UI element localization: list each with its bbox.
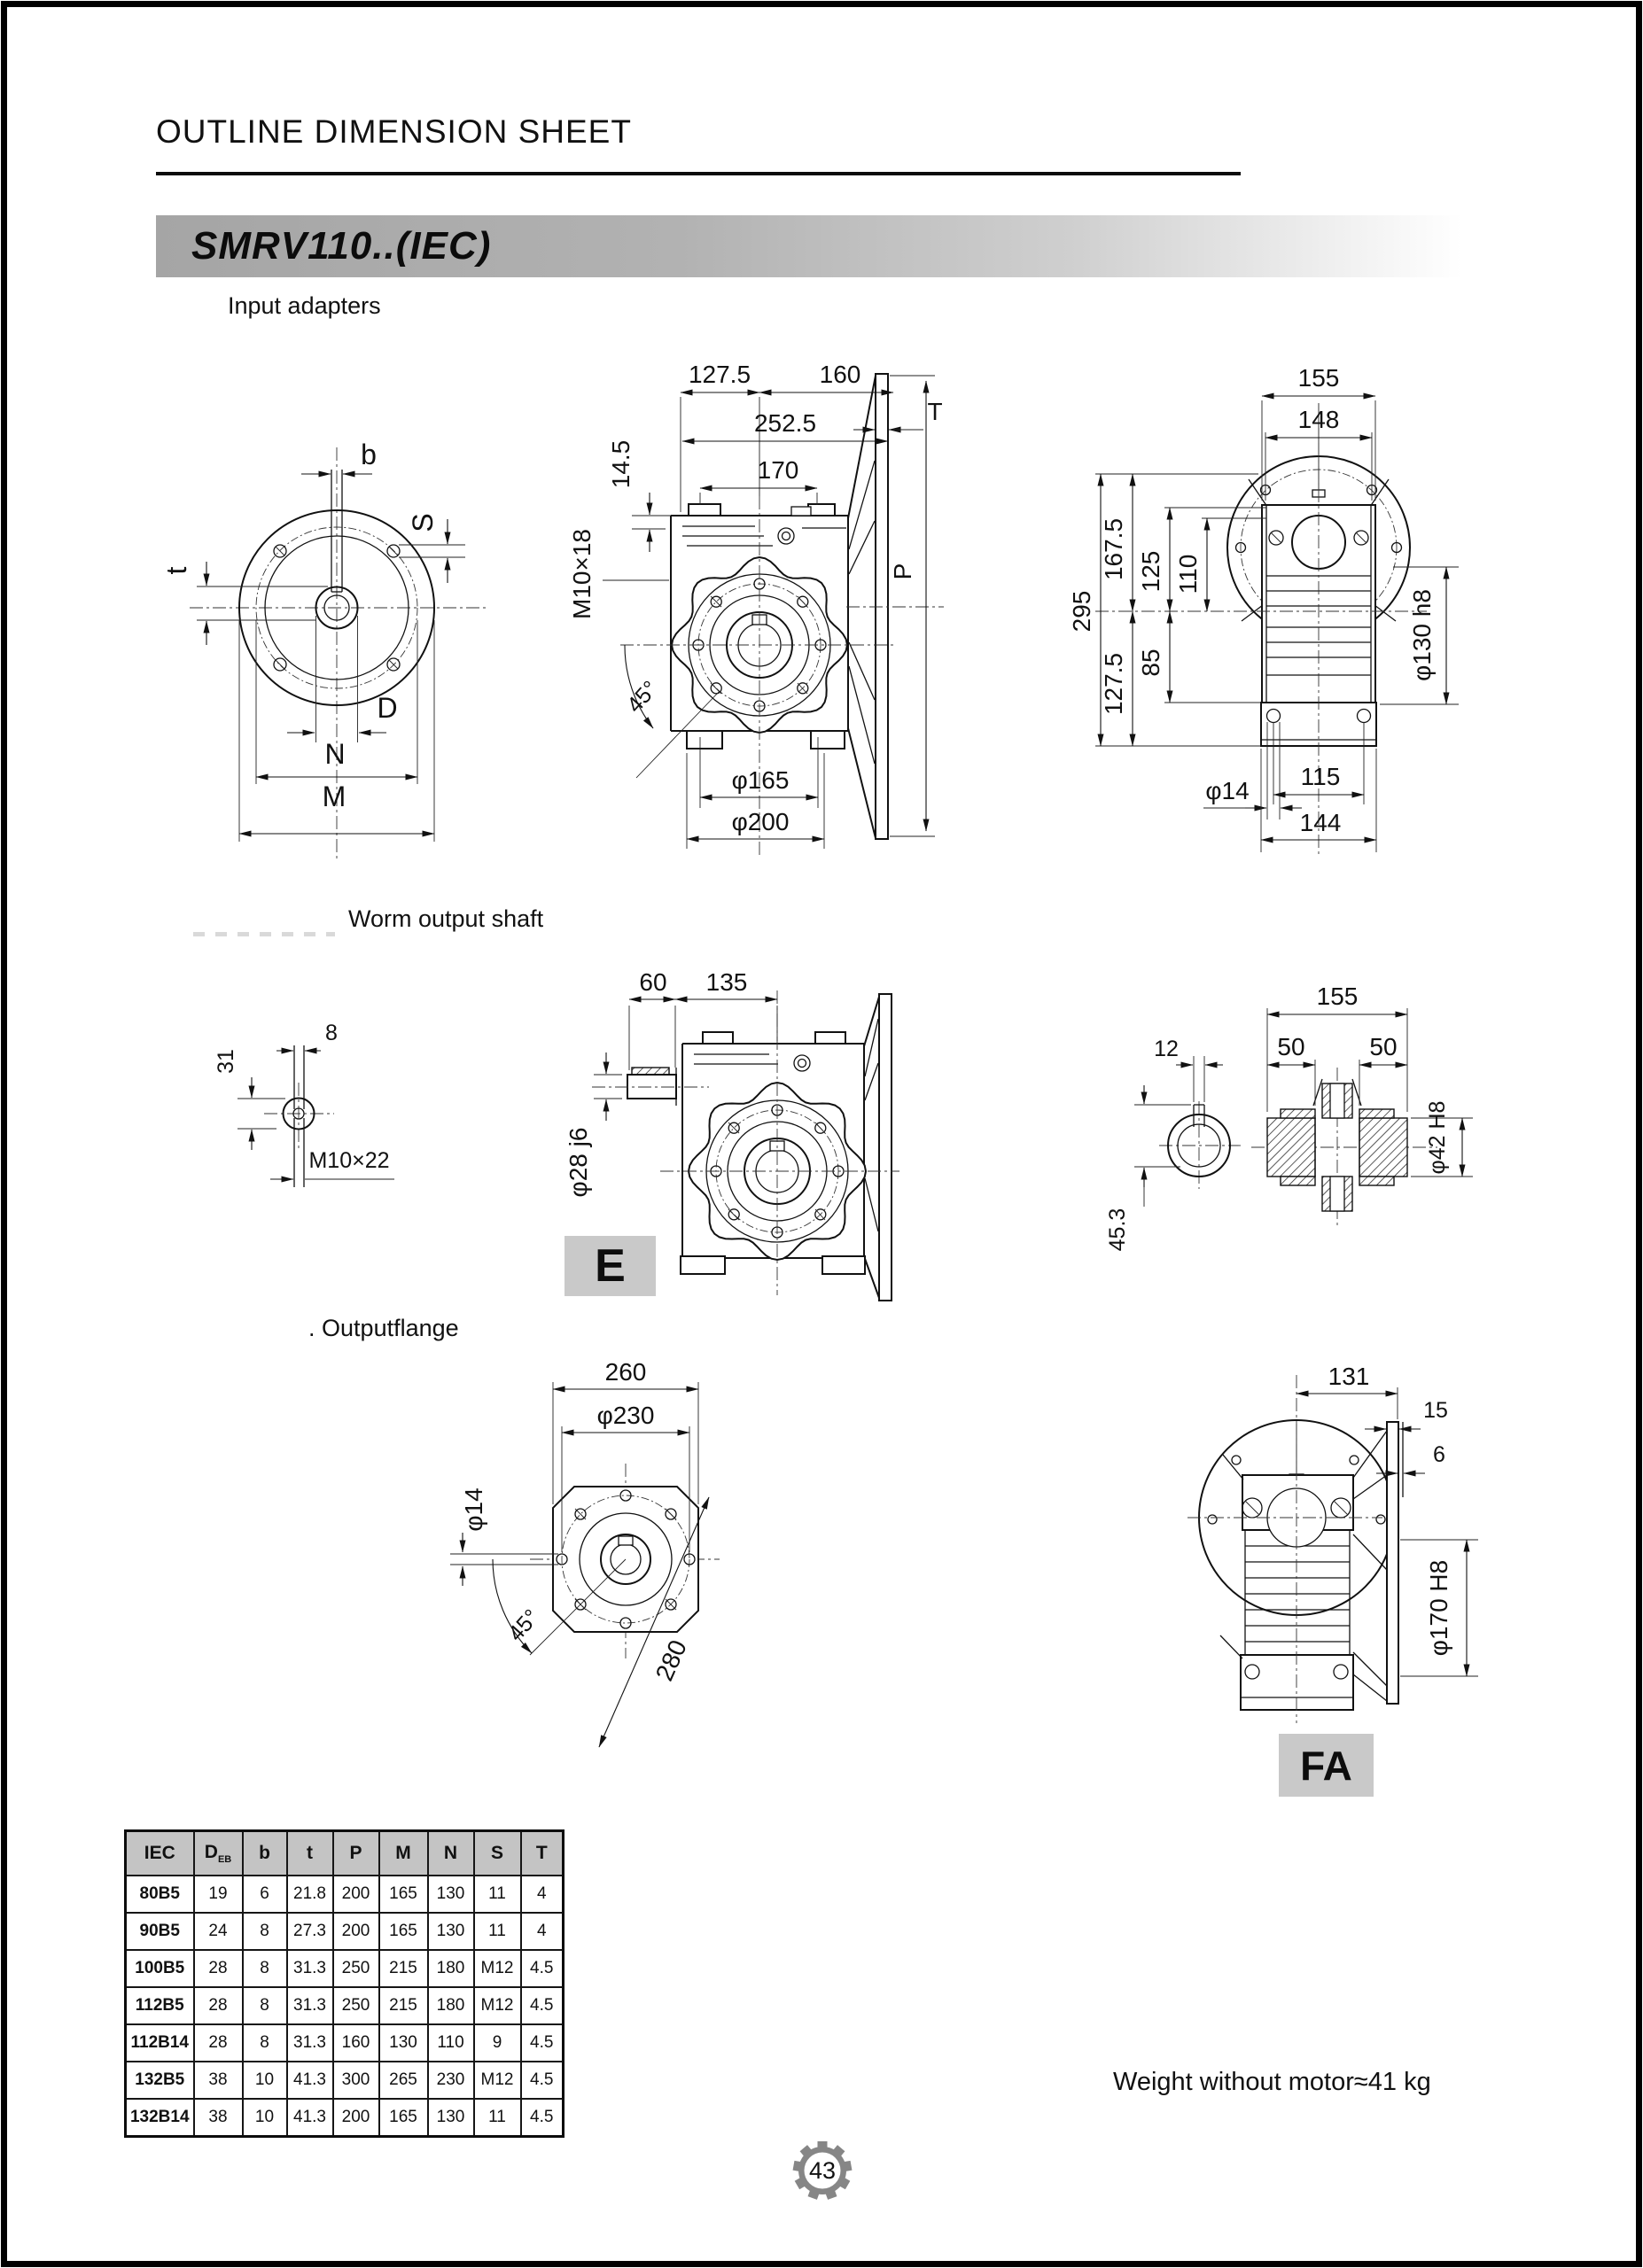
table-cell: 4.5 [521,2062,564,2099]
table-cell: 230 [428,2062,474,2099]
table-cell: 200 [333,1876,379,1913]
col-header-n: N [428,1831,474,1876]
table-cell: 130 [428,1913,474,1950]
input-adapter-front-view [160,416,549,868]
table-cell: M12 [474,1987,521,2024]
table-cell: 112B5 [126,1987,194,2024]
dim-label: 45.3 [1105,1208,1130,1252]
col-header-s: S [474,1831,521,1876]
table-cell: 31.3 [287,2024,333,2062]
dim-label: M10×22 [308,1148,390,1173]
table-cell: 112B14 [126,2024,194,2062]
table-cell: 132B5 [126,2062,194,2099]
dim-label: φ28 j6 [565,1127,592,1198]
table-cell: 180 [428,1987,474,2024]
dim-label: 110 [1174,554,1202,594]
table-cell: 100B5 [126,1950,194,1987]
output-flange-front-view [434,1358,798,1781]
dim-label: 125 [1137,550,1164,593]
dim-labels [160,439,439,812]
dim-label: 131 [1328,1363,1370,1390]
dim-label: 144 [1299,809,1342,836]
table-cell: 11 [474,1913,521,1950]
table-row [126,1876,564,1913]
dim-label: 12 [1154,1037,1179,1061]
model-banner [156,215,1462,277]
dim-label: P [889,563,916,580]
dim-label: D [377,692,398,724]
dim-label: 45° [503,1604,545,1647]
dim-label: 155 [1316,983,1359,1010]
view-code-badge-e: E [565,1236,656,1296]
col-header-iec: IEC [126,1831,194,1876]
iec-adapter-table [124,1829,565,2138]
section-label-output-flange: . Outputflange [308,1315,459,1341]
table-cell: 41.3 [287,2099,333,2137]
dim-label: φ165 [731,766,790,794]
dim-label: 160 [819,361,861,388]
table-cell: M12 [474,1950,521,1987]
table-cell: 80B5 [126,1876,194,1913]
dim-label: 127.5 [688,361,751,388]
dim-label: 85 [1137,649,1164,677]
table-cell: 6 [243,1876,287,1913]
table-cell: 300 [333,2062,379,2099]
table-cell: 10 [243,2099,287,2137]
table-cell: 9 [474,2024,521,2062]
output-flange-side-view [1179,1355,1507,1728]
table-header-row [126,1831,564,1876]
table-cell: 24 [194,1913,243,1950]
dim-label: 50 [1369,1033,1398,1060]
dim-label: 45° [622,676,664,718]
page-title: OUTLINE DIMENSION SHEET [156,113,632,150]
col-header-b: b [243,1831,287,1876]
table-cell: 130 [428,2099,474,2137]
dim-label: 170 [757,456,799,484]
dim-label: N [324,738,346,770]
dim-label: 135 [705,968,748,996]
dim-label: 295 [1068,590,1095,633]
section-body [1251,1068,1437,1227]
table-cell: 265 [379,2062,428,2099]
dim-label: φ230 [596,1402,655,1429]
table-cell: 27.3 [287,1913,333,1950]
table-cell: 215 [379,1987,428,2024]
dim-label: φ42 H8 [1425,1100,1450,1175]
table-cell: 19 [194,1876,243,1913]
table-cell: 8 [243,1950,287,1987]
faded-print-artifact [193,932,335,936]
table-cell: 200 [333,1913,379,1950]
table-cell: M12 [474,2062,521,2099]
dim-labels [214,1021,390,1173]
dim-label: 115 [1300,763,1341,790]
section-label-worm-output-shaft: Worm output shaft [348,905,544,932]
dim-label: 260 [604,1358,647,1386]
col-header-p: P [333,1831,379,1876]
table-cell: 8 [243,1913,287,1950]
table-cell: 4.5 [521,1950,564,1987]
table-cell: 28 [194,1987,243,2024]
table-cell: 4 [521,1876,564,1913]
input-adapter-rear-view [1068,354,1507,868]
model-name: SMRV110..(IEC) [191,224,492,268]
table-cell: 250 [333,1987,379,2024]
table-cell: 165 [379,1876,428,1913]
table-cell: 250 [333,1950,379,1987]
dim-label: 127.5 [1100,652,1127,716]
flange-outline [450,1464,720,1658]
table-row [126,2024,564,2062]
dim-label: 6 [1433,1442,1445,1467]
table-cell: 8 [243,2024,287,2062]
table-cell: 4.5 [521,1987,564,2024]
dim-label: b [361,439,377,470]
page-number-gear [789,2137,856,2204]
dim-label: φ200 [731,808,790,835]
table-cell: 31.3 [287,1950,333,1987]
dim-label: 155 [1297,364,1340,392]
dim-label: T [927,398,943,425]
table-cell: 11 [474,2099,521,2137]
bore-end-view [1159,1056,1241,1189]
table-cell: 110 [428,2024,474,2062]
table-cell: 200 [333,2099,379,2137]
dim-label: 148 [1297,406,1340,433]
table-cell: 90B5 [126,1913,194,1950]
table-row [126,1950,564,1987]
table-cell: 28 [194,2024,243,2062]
table-row [126,2062,564,2099]
dim-label: 14.5 [607,439,635,489]
table-cell: 215 [379,1950,428,1987]
table-cell: 160 [333,2024,379,2062]
dim-label: φ14 [1205,777,1250,804]
dim-label: S [407,513,439,532]
weight-note: Weight without motor≈41 kg [1113,2068,1431,2096]
table-cell: 132B14 [126,2099,194,2137]
dim-label: M [322,781,347,812]
table-cell: 4.5 [521,2024,564,2062]
table-cell: 41.3 [287,2062,333,2099]
dim-label: 60 [639,968,667,996]
dim-label: 31 [214,1049,238,1074]
dim-label: φ130 h8 [1408,589,1436,681]
view-code-badge-fa: FA [1279,1734,1374,1797]
col-header-t2: T [521,1831,564,1876]
dim-labels [1105,983,1450,1251]
housing-body [1187,1375,1403,1723]
dim-labels [1068,364,1436,836]
dim-label: φ14 [460,1487,487,1532]
dim-label: 252.5 [753,409,817,437]
table-row [126,2099,564,2137]
table-cell: 165 [379,1913,428,1950]
worm-shaft-end-view [191,1010,417,1205]
col-header-m: M [379,1831,428,1876]
page-number: 43 [808,2157,837,2184]
table-row [126,1987,564,2024]
table-cell: 38 [194,2062,243,2099]
table-cell: 21.8 [287,1876,333,1913]
dim-label: 50 [1277,1033,1305,1060]
table-cell: 28 [194,1950,243,1987]
table-cell: 180 [428,1950,474,1987]
col-header-deb: $D_{EB}$ [194,1831,243,1876]
hollow-shaft-section-view [1099,975,1507,1258]
dim-label: t [160,566,192,575]
input-adapter-side-view [567,354,1046,868]
dim-label: M10×18 [568,529,596,619]
table-cell: 130 [428,1876,474,1913]
table-cell: 31.3 [287,1987,333,2024]
dim-label: φ170 H8 [1425,1559,1452,1657]
output-flange-face [620,496,944,855]
section-label-input-adapters: Input adapters [228,292,381,319]
table-cell: 130 [379,2024,428,2062]
table-cell: 38 [194,2099,243,2137]
dim-label: 167.5 [1100,517,1127,581]
table-cell: 8 [243,1987,287,2024]
dim-label: 8 [325,1021,338,1045]
col-header-t: t [287,1831,333,1876]
table-cell: 4.5 [521,2099,564,2137]
title-rule [156,172,1241,175]
dim-label: 280 [650,1635,692,1685]
dim-label: 15 [1423,1398,1448,1423]
table-cell: 10 [243,2062,287,2099]
table-row [126,1913,564,1950]
table-cell: 4 [521,1913,564,1950]
table-cell: 165 [379,2099,428,2137]
table-cell: 11 [474,1876,521,1913]
